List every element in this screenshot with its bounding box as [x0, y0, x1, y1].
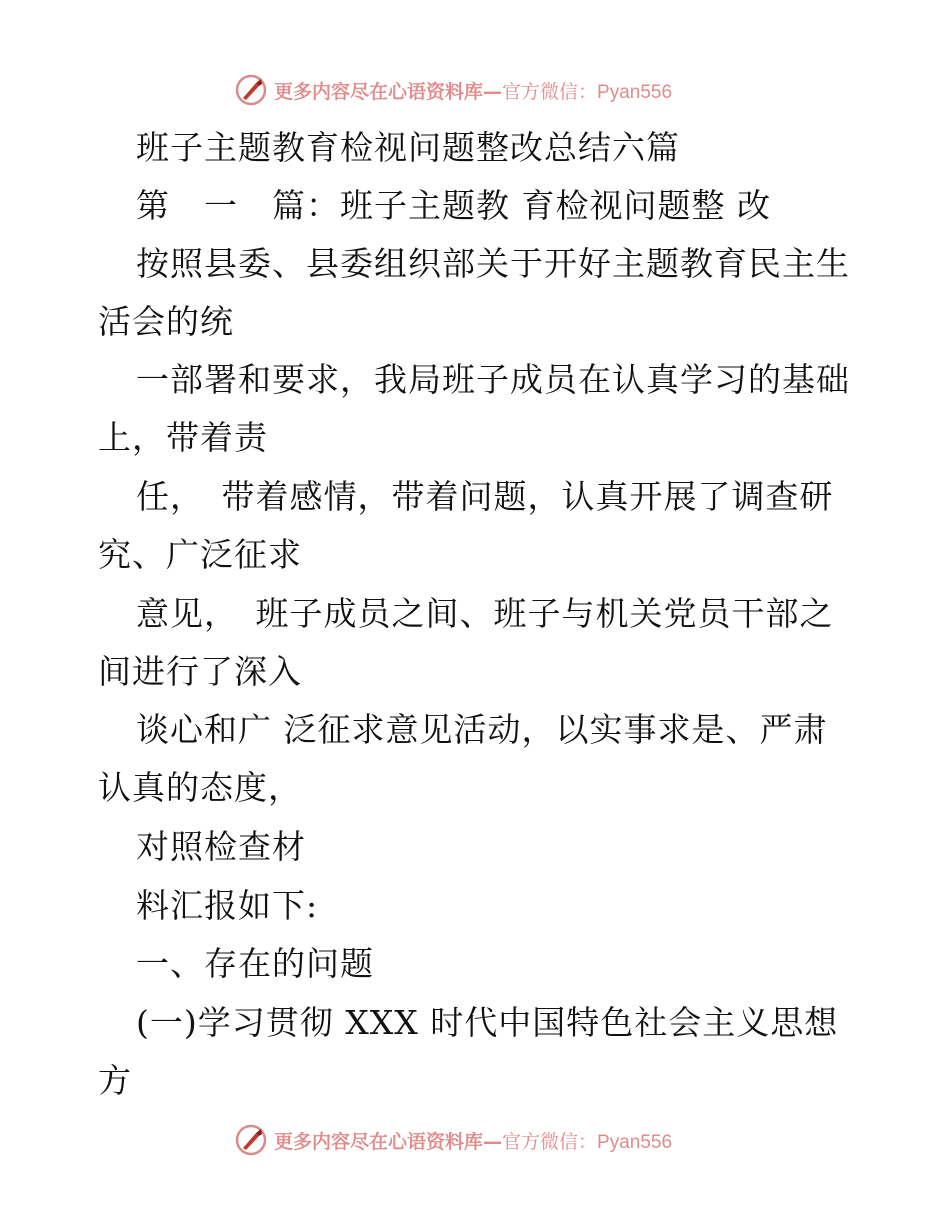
- paragraph-line: 按照县委、县委组织部关于开好主题教育民主生: [136, 244, 850, 283]
- paragraph-line: 认真的态度，: [98, 768, 302, 807]
- footer-banner[interactable]: [234, 1122, 714, 1158]
- paragraph-line: 方: [98, 1061, 132, 1100]
- banner-wechat: 官方微信：Pyan556: [502, 81, 673, 103]
- paragraph-line: 料汇报如下:: [136, 886, 319, 925]
- document-title: 班子主题教育检视问题整改总结六篇: [136, 128, 680, 167]
- paragraph-line: 意见， 班子成员之间、班子与机关党员干部之: [136, 594, 834, 633]
- header-banner[interactable]: [234, 72, 714, 108]
- pen-nib-logo-icon: [234, 73, 268, 107]
- paragraph-line: (一)学习贯彻 XXX 时代中国特色社会主义思想: [136, 1003, 839, 1042]
- banner-text: 更多内容尽在心语资料库—: [274, 1130, 503, 1153]
- banner-wechat: 官方微信：Pyan556: [502, 1131, 673, 1153]
- paragraph-line: 任， 带着感情，带着问题，认真开展了调查研: [136, 477, 834, 516]
- section-heading: 第 一 篇：班子主题教 育检视问题整 改: [136, 186, 771, 225]
- banner-text: 更多内容尽在心语资料库—: [274, 80, 503, 103]
- paragraph-line: 上，带着责: [98, 418, 268, 457]
- paragraph-line: 谈心和广 泛征求意见活动，以实事求是、严肃: [136, 710, 828, 749]
- pen-nib-logo-icon: [234, 1123, 268, 1157]
- paragraph-line: 活会的统: [98, 302, 234, 341]
- subheading: 一、存在的问题: [136, 944, 374, 983]
- paragraph-line: 一部署和要求，我局班子成员在认真学习的基础: [136, 360, 850, 399]
- paragraph-line: 间进行了深入: [98, 652, 302, 691]
- paragraph-line: 究、广泛征求: [98, 535, 302, 574]
- paragraph-line: 对照检查材: [136, 827, 306, 866]
